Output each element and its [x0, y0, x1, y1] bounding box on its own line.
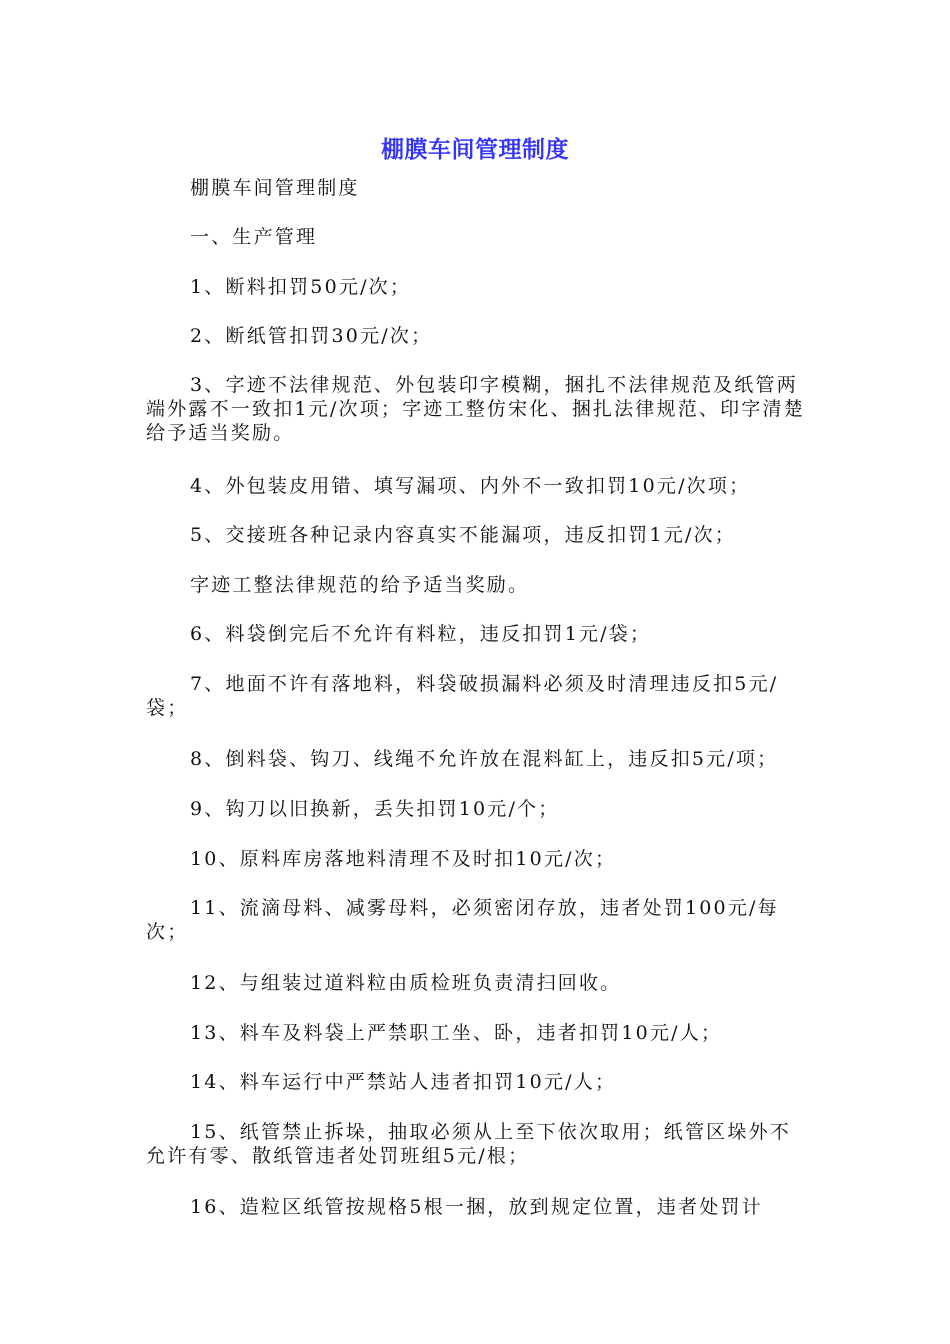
- paragraph-item-13: 13、料车及料袋上严禁职工坐、卧，违者扣罚10元/人；: [190, 1022, 723, 1044]
- paragraph-item-14: 14、料车运行中严禁站人违者扣罚10元/人；: [190, 1071, 617, 1093]
- paragraph-item-12: 12、与组装过道料粒由质检班负责清扫回收。: [190, 972, 622, 994]
- paragraph-item-15: 15、纸管禁止拆垛，抽取必须从上至下依次取用；纸管区垛外不允许有零、散纸管违者处罚班组5元/根；: [146, 1121, 791, 1167]
- paragraph-item-7: 7、地面不许有落地料，料袋破损漏料必须及时清理违反扣5元/袋；: [146, 673, 779, 719]
- paragraph-item-10: 10、原料库房落地料清理不及时扣10元/次；: [190, 848, 617, 870]
- paragraph-item-5: 5、交接班各种记录内容真实不能漏项，违反扣罚1元/次；: [190, 524, 736, 546]
- paragraph-item-6: 6、料袋倒完后不允许有料粒，违反扣罚1元/袋；: [190, 623, 652, 645]
- paragraph-item-16: 16、造粒区纸管按规格5根一捆，放到规定位置，违者处罚计: [190, 1196, 763, 1218]
- paragraph-item-8: 8、倒料袋、钩刀、线绳不允许放在混料缸上，违反扣5元/项；: [190, 748, 779, 770]
- paragraph-item-4: 4、外包装皮用错、填写漏项、内外不一致扣罚10元/次项；: [190, 475, 751, 497]
- paragraph-item-2: 2、断纸管扣罚30元/次；: [190, 325, 433, 347]
- paragraph-note: 字迹工整法律规范的给予适当奖励。: [190, 574, 530, 596]
- paragraph-item-1: 1、断料扣罚50元/次；: [190, 276, 412, 298]
- paragraph-section-1: 一、生产管理: [190, 226, 318, 248]
- paragraph-heading: 棚膜车间管理制度: [190, 177, 360, 199]
- document-title: 棚膜车间管理制度: [381, 137, 569, 163]
- paragraph-item-3: 3、字迹不法律规范、外包装印字模糊，捆扎不法律规范及纸管两端外露不一致扣1元/次项；字迹工整仿宋化、捆扎法律规范、印字清楚给予适当奖励。: [146, 374, 805, 444]
- paragraph-item-11: 11、流滴母料、减雾母料，必须密闭存放，违者处罚100元/每次；: [146, 897, 779, 943]
- paragraph-item-9: 9、钩刀以旧换新，丢失扣罚10元/个；: [190, 798, 560, 820]
